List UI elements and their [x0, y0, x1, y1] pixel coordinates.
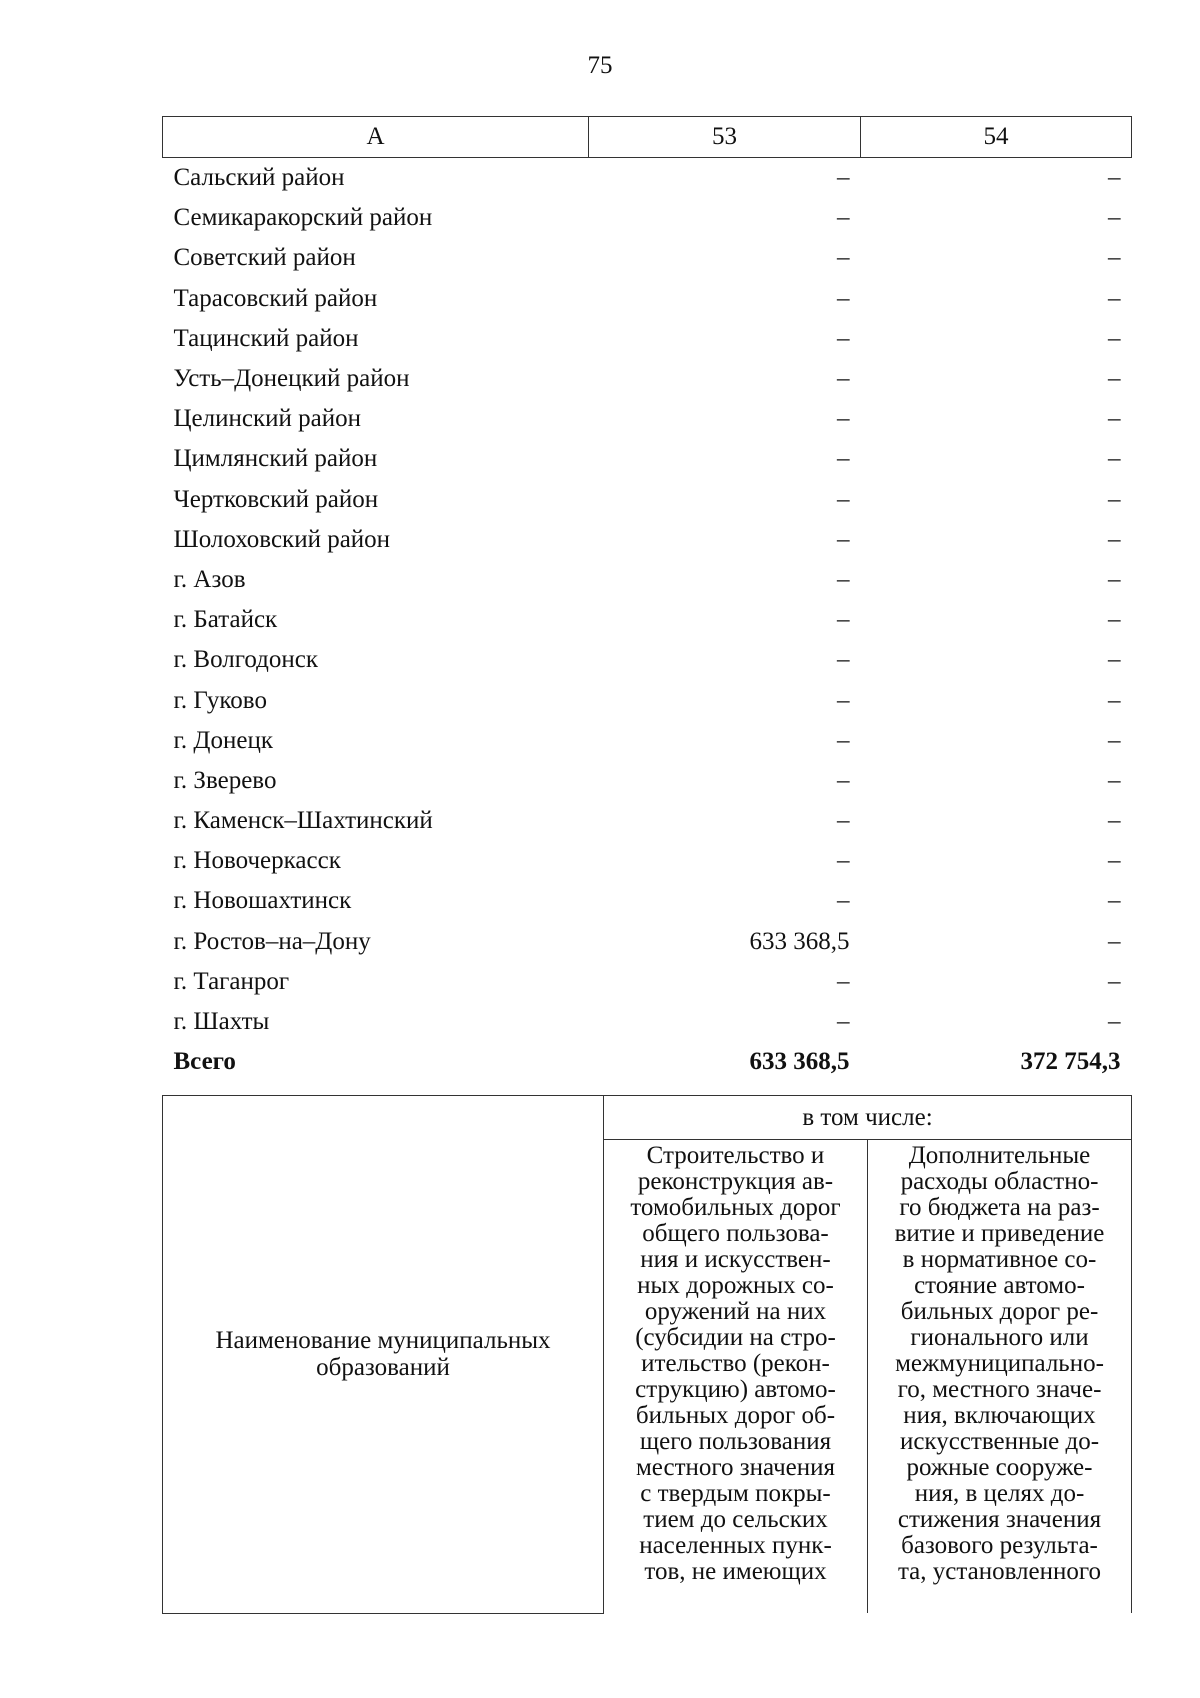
table-header-row	[163, 117, 1132, 158]
header-line: го бюджета на раз-	[899, 1194, 1100, 1221]
header-line: образований	[316, 1354, 450, 1382]
column-header-53: 53	[589, 117, 861, 158]
header-line: ния, в целях до-	[914, 1480, 1085, 1507]
value-54: –	[1108, 204, 1121, 232]
value-54: –	[1108, 365, 1121, 393]
header-line: базового результа-	[901, 1532, 1098, 1559]
row-name: г. Таганрог	[173, 967, 290, 995]
column-header-name: А	[163, 117, 589, 158]
value-53: –	[837, 646, 850, 674]
budget-table	[162, 116, 1132, 1082]
header-line: общего пользова-	[642, 1220, 829, 1247]
value-54: –	[1108, 164, 1121, 192]
header-line: ния, включающих	[903, 1402, 1096, 1429]
table-row	[163, 761, 1132, 801]
header-line: бильных дорог об-	[635, 1402, 836, 1429]
page-number: 75	[587, 52, 613, 79]
value-53: –	[837, 324, 850, 352]
header-line: томобильных дорог	[630, 1194, 841, 1221]
row-name: г. Новошахтинск	[173, 887, 352, 915]
table-row	[163, 600, 1132, 640]
row-name: Сальский район	[173, 164, 345, 192]
table-row	[163, 399, 1132, 439]
table-row	[163, 319, 1132, 359]
value-54: –	[1108, 324, 1121, 352]
value-53: –	[837, 726, 850, 754]
table-row	[163, 359, 1132, 399]
continuation-header-table	[162, 1095, 1132, 1614]
header-line: с твердым покры-	[640, 1480, 831, 1507]
header-line: населенных пунк-	[639, 1532, 832, 1559]
table-row	[163, 881, 1132, 921]
value-54: –	[1108, 766, 1121, 794]
header-line: оружений на них	[644, 1298, 827, 1325]
row-name: Семикаракорский район	[173, 204, 433, 232]
header-line: Дополнительные	[908, 1142, 1091, 1169]
table-row	[163, 1002, 1132, 1042]
row-name: г. Каменск–Шахтинский	[173, 807, 433, 835]
value-53: 633 368,5	[749, 927, 850, 955]
table-row	[163, 721, 1132, 761]
table-row	[163, 238, 1132, 278]
table-row	[163, 158, 1132, 199]
value-53: –	[837, 284, 850, 312]
header-line: Наименование муниципальных	[215, 1327, 551, 1355]
value-53: –	[837, 807, 850, 835]
table-row	[163, 439, 1132, 479]
header-line: в нормативное со-	[902, 1246, 1097, 1273]
header-line: стижения значения	[897, 1506, 1102, 1533]
total-54: 372 754,3	[1020, 1048, 1121, 1076]
table-row	[163, 801, 1132, 841]
table-row	[163, 520, 1132, 560]
row-name: г. Зверево	[173, 766, 277, 794]
value-53: –	[837, 485, 850, 513]
row-name: Шолоховский район	[173, 525, 391, 553]
value-54: –	[1108, 847, 1121, 875]
value-53: –	[837, 565, 850, 593]
header-line: ния и искусствен-	[640, 1246, 831, 1273]
value-53: –	[837, 847, 850, 875]
table-row	[163, 640, 1132, 680]
municipality-column-header	[163, 1096, 604, 1614]
header-line: тием до сельских	[643, 1506, 828, 1533]
header-line: гионального или	[910, 1324, 1089, 1351]
value-53: –	[837, 766, 850, 794]
header-line: расходы областно-	[900, 1168, 1099, 1195]
header-line: реконструкция ав-	[637, 1168, 834, 1195]
value-53: –	[837, 445, 850, 473]
row-name: Усть–Донецкий район	[173, 365, 410, 393]
table-row	[163, 922, 1132, 962]
row-name: г. Батайск	[173, 606, 278, 634]
value-53: –	[837, 967, 850, 995]
value-53: –	[837, 686, 850, 714]
value-54: –	[1108, 525, 1121, 553]
value-54: –	[1108, 565, 1121, 593]
table-row	[163, 279, 1132, 319]
row-name: г. Шахты	[173, 1008, 270, 1036]
header-line: струкцию) автомо-	[635, 1376, 836, 1403]
header-line: местного значения	[635, 1454, 836, 1481]
row-name: г. Донецк	[173, 726, 273, 754]
table-row	[163, 560, 1132, 600]
value-53: –	[837, 606, 850, 634]
table-row	[163, 962, 1132, 1002]
row-name: г. Гуково	[173, 686, 267, 714]
row-name: г. Азов	[173, 565, 246, 593]
column-header-54: 54	[861, 117, 1132, 158]
table-row	[163, 841, 1132, 881]
table-row	[163, 198, 1132, 238]
value-54: –	[1108, 405, 1121, 433]
table-row	[163, 480, 1132, 520]
header-line: бильных дорог ре-	[900, 1298, 1099, 1325]
table-row	[163, 680, 1132, 720]
row-name: г. Волгодонск	[173, 646, 319, 674]
row-name: г. Ростов–на–Дону	[173, 927, 371, 955]
value-54: –	[1108, 967, 1121, 995]
value-53: –	[837, 525, 850, 553]
header-line: тов, не имеющих	[644, 1558, 827, 1585]
row-name: г. Новочеркасск	[173, 847, 341, 875]
header-line: та, установленного	[897, 1558, 1102, 1585]
header-line: межмуниципально-	[895, 1350, 1104, 1377]
header-line: витие и приведение	[894, 1220, 1105, 1247]
row-name: Тацинский район	[173, 324, 359, 352]
additional-expenses-column-header	[868, 1140, 1132, 1614]
construction-column-header	[604, 1140, 868, 1614]
value-54: –	[1108, 927, 1121, 955]
header-line: (субсидии на стро-	[635, 1324, 836, 1351]
value-54: –	[1108, 284, 1121, 312]
header-line: щего пользования	[639, 1428, 832, 1455]
row-name: Целинский район	[173, 405, 361, 433]
header-line: ных дорожных со-	[637, 1272, 834, 1299]
value-53: –	[837, 365, 850, 393]
including-header: в том числе:	[604, 1096, 1132, 1140]
row-name: Советский район	[173, 244, 356, 272]
value-53: –	[837, 887, 850, 915]
value-54: –	[1108, 646, 1121, 674]
value-54: –	[1108, 686, 1121, 714]
row-name: Цимлянский район	[173, 445, 378, 473]
total-53: 633 368,5	[749, 1048, 850, 1076]
value-54: –	[1108, 726, 1121, 754]
total-row	[163, 1042, 1132, 1082]
header-line: стояние автомо-	[914, 1272, 1085, 1299]
value-54: –	[1108, 807, 1121, 835]
value-54: –	[1108, 485, 1121, 513]
header-line: рожные сооруже-	[906, 1454, 1093, 1481]
value-54: –	[1108, 1008, 1121, 1036]
value-53: –	[837, 244, 850, 272]
header-line: искусственные до-	[899, 1428, 1100, 1455]
value-53: –	[837, 1008, 850, 1036]
value-54: –	[1108, 606, 1121, 634]
header-line: Строительство и	[646, 1142, 825, 1169]
row-name: Чертковский район	[173, 485, 379, 513]
value-54: –	[1108, 445, 1121, 473]
value-53: –	[837, 405, 850, 433]
value-53: –	[837, 204, 850, 232]
total-label: Всего	[173, 1048, 236, 1076]
value-54: –	[1108, 244, 1121, 272]
value-53: –	[837, 164, 850, 192]
row-name: Тарасовский район	[173, 284, 378, 312]
header-line: го, местного значе-	[897, 1376, 1102, 1403]
value-54: –	[1108, 887, 1121, 915]
header-line: ительство (рекон-	[641, 1350, 830, 1377]
